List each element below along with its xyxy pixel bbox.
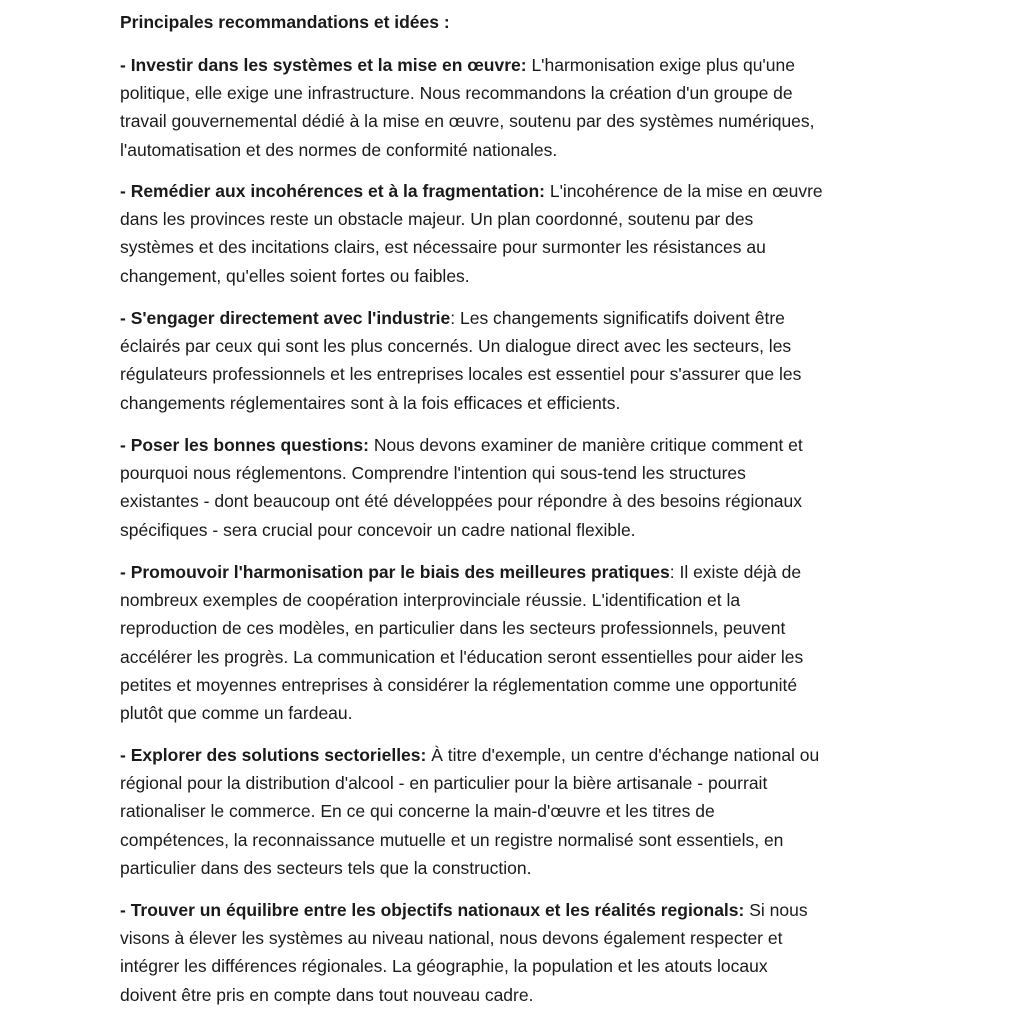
paragraph-line: spécifiques - sera crucial pour concevoir un cadre national flexible. (120, 519, 636, 540)
paragraph-line: reproduction de ces modèles, en particulier dans les secteurs professionnels, peuvent (120, 618, 786, 639)
recommendation-title: - Investir dans les systèmes et la mise en œuvre: (120, 55, 527, 75)
paragraph-line (120, 177, 910, 205)
paragraph-line: dans les provinces reste un obstacle majeur. Un plan coordonné, soutenu par des (120, 209, 754, 230)
paragraph-line: régional pour la distribution d'alcool - en particulier pour la bière artisanale - pourrait (120, 773, 768, 794)
paragraph-line: petites et moyennes entreprises à considérer la réglementation comme une opportunité (120, 674, 798, 695)
recommendation-title: - Remédier aux incohérences et à la fragmentation: (120, 181, 545, 201)
paragraph-line (120, 741, 910, 769)
paragraph-line: éclairés par ceux qui sont les plus concernés. Un dialogue direct avec les secteurs, les (120, 336, 792, 357)
paragraph-line: l'automatisation et des normes de conformité nationales. (120, 139, 558, 160)
paragraph-text: : Les changements significatifs doivent être (450, 308, 785, 328)
paragraph-line: particulier dans des secteurs tels que la construction. (120, 857, 532, 878)
recommendation-title: - Poser les bonnes questions: (120, 435, 369, 455)
paragraph-line: politique, elle exige une infrastructure. Nous recommandons la création d'un groupe de (120, 83, 793, 104)
recommendation-paragraph (120, 304, 910, 417)
paragraph-line: changements réglementaires sont à la fois efficaces et efficients. (120, 392, 621, 413)
paragraph-line: travail gouvernemental dédié à la mise en œuvre, soutenu par des systèmes numériques, (120, 111, 815, 132)
paragraph-text: Si nous (744, 900, 808, 920)
paragraph-line (120, 304, 910, 332)
recommendation-paragraph (120, 896, 910, 1009)
paragraph-line: existantes - dont beaucoup ont été développées pour répondre à des besoins régionaux (120, 491, 803, 512)
paragraph-line: doivent être pris en compte dans tout nouveau cadre. (120, 984, 534, 1005)
recommendation-paragraph (120, 558, 910, 727)
paragraph-text: : Il existe déjà de (669, 562, 802, 582)
paragraph-line: compétences, la reconnaissance mutuelle et un registre normalisé sont essentiels, en (120, 829, 784, 850)
paragraph-line: changement, qu'elles soient fortes ou faibles. (120, 265, 470, 286)
recommendation-paragraph (120, 431, 910, 544)
recommendation-title: - Promouvoir l'harmonisation par le biais des meilleures pratiques (120, 562, 670, 582)
paragraph-line (120, 431, 910, 459)
paragraph-text: L'harmonisation exige plus qu'une (526, 55, 795, 75)
paragraph-line: accélérer les progrès. La communication et l'éducation seront essentielles pour aider les (120, 646, 804, 667)
paragraph-line: rationaliser le commerce. En ce qui concerne la main-d'œuvre et les titres de (120, 801, 715, 822)
paragraph-line (120, 558, 910, 586)
paragraph-text: Nous devons examiner de manière critique comment et (368, 435, 803, 455)
paragraph-line: systèmes et des incitations clairs, est nécessaire pour surmonter les résistances au (120, 237, 766, 258)
paragraph-line: intégrer les différences régionales. La géographie, la population et les atouts locaux (120, 956, 768, 977)
paragraph-line (120, 896, 910, 924)
recommendation-paragraph (120, 51, 910, 164)
paragraph-line: nombreux exemples de coopération interprovinciale réussie. L'identification et la (120, 590, 741, 611)
paragraph-line: visons à élever les systèmes au niveau national, nous devons également respecter et (120, 928, 783, 949)
recommendation-paragraph (120, 177, 910, 290)
recommendation-title: - S'engager directement avec l'industrie (120, 308, 451, 328)
recommendation-title: - Trouver un équilibre entre les objectifs nationaux et les réalités regionals: (120, 900, 745, 920)
paragraph-line: pourquoi nous réglementons. Comprendre l'intention qui sous-tend les structures (120, 463, 746, 484)
paragraph-line: plutôt que comme un fardeau. (120, 703, 353, 724)
recommendation-title: - Explorer des solutions sectorielles: (120, 745, 427, 765)
paragraph-line: régulateurs professionnels et les entreprises locales est essentiel pour s'assurer que les (120, 364, 802, 385)
paragraph-text: À titre d'exemple, un centre d'échange national ou (426, 745, 820, 765)
page-heading: Principales recommandations et idées : (120, 12, 450, 32)
paragraph-text: L'incohérence de la mise en œuvre (545, 181, 823, 201)
recommendation-paragraph (120, 741, 910, 882)
paragraph-line (120, 51, 910, 79)
